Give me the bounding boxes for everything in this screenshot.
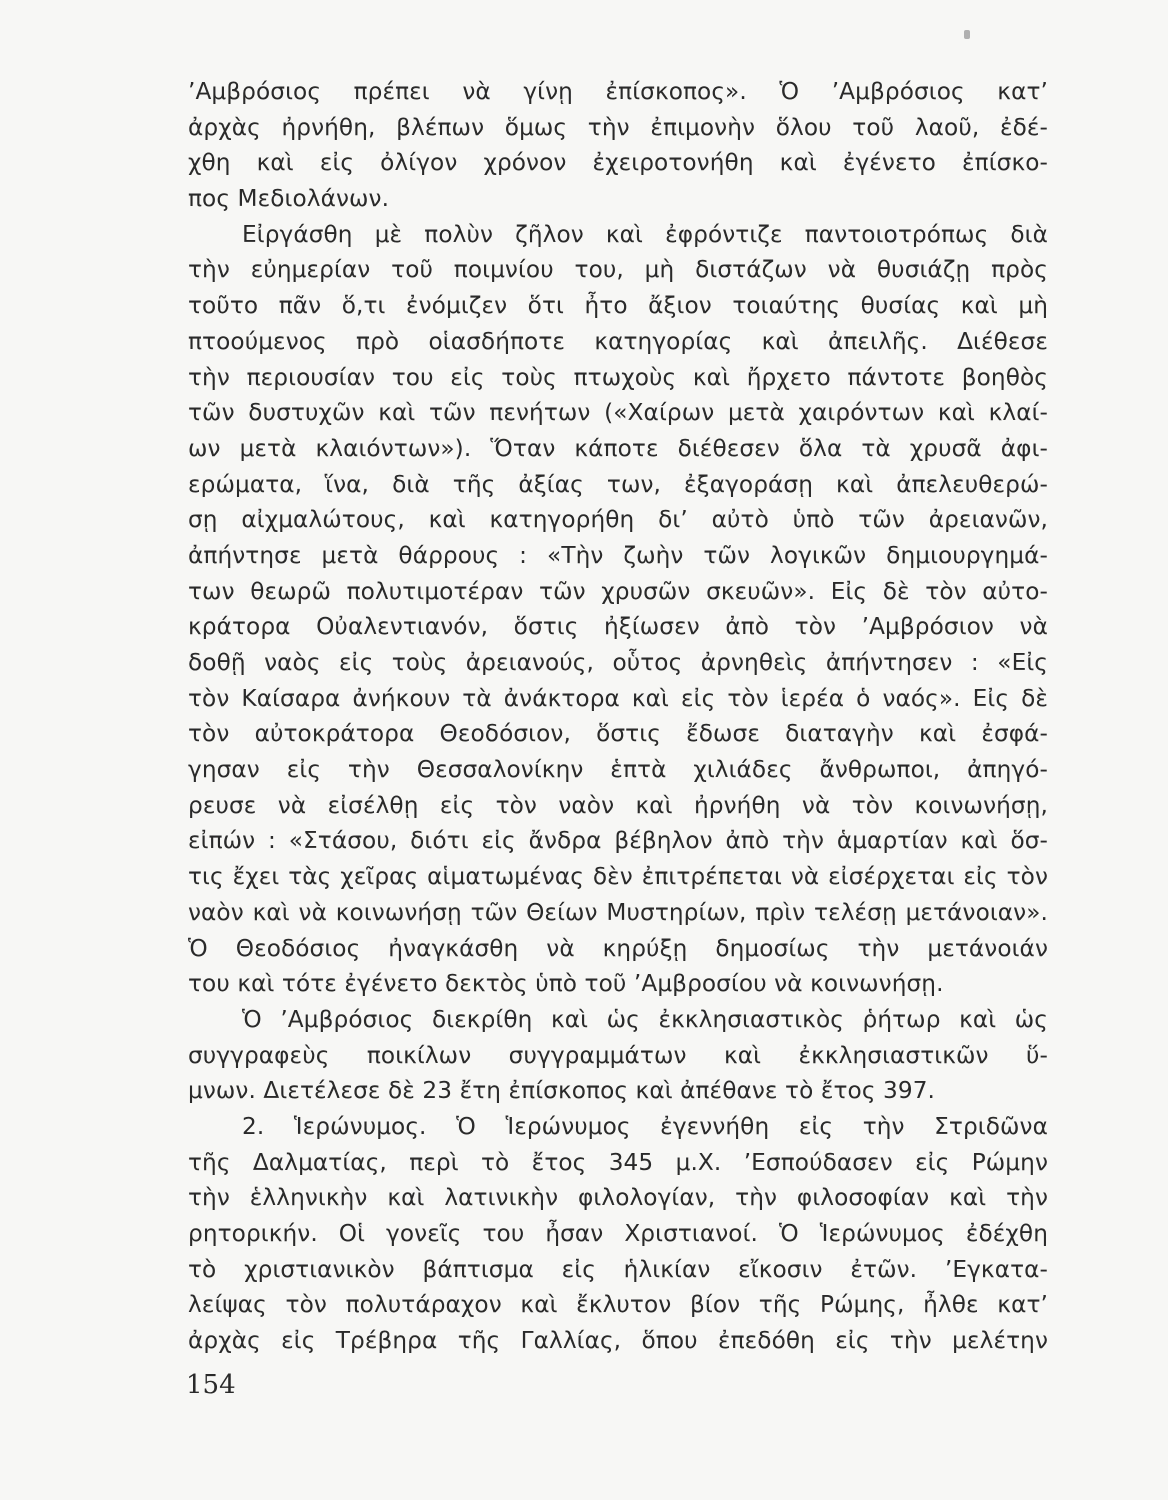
text-line: ων μετὰ κλαιόντων»). Ὅταν κάποτε διέθεσεν ὅλα τὰ χρυσᾶ ἀφι- (188, 434, 1048, 462)
text-line: γησαν εἰς τὴν Θεσσαλονίκην ἑπτὰ χιλιάδες ἄνθρωποι, ἀπηγό- (188, 756, 1048, 784)
text-line: πος Μεδιολάνων. (188, 185, 390, 213)
text-line: τὸν Καίσαρα ἀνήκουν τὰ ἀνάκτορα καὶ εἰς τὸν ἱερέα ὁ ναός». Εἰς δὲ (188, 684, 1048, 712)
page-number: 154 (186, 1370, 236, 1400)
text-line: ἀρχὰς ἠρνήθη, βλέπων ὅμως τὴν ἐπιμονὴν ὅλου τοῦ λαοῦ, ἐδέ- (188, 113, 1048, 141)
text-line: λείψας τὸν πολυτάραχον καὶ ἔκλυτον βίον τῆς Ρώμης, ἦλθε κατ’ (188, 1291, 1048, 1319)
text-line: κράτορα Οὐαλεντιανόν, ὅστις ἠξίωσεν ἀπὸ τὸν ’Αμβρόσιον νὰ (188, 613, 1048, 641)
text-line: ’Αμβρόσιος πρέπει νὰ γίνῃ ἐπίσκοπος». Ὁ ’Αμβρόσιος κατ’ (188, 78, 1048, 105)
text-line: των θεωρῶ πολυτιμοτέραν τῶν χρυσῶν σκευῶν». Εἰς δὲ τὸν αὐτο- (188, 577, 1048, 605)
text-line: τὴν εὐημερίαν τοῦ ποιμνίου του, μὴ διστάζων νὰ θυσιάζῃ πρὸς (188, 256, 1048, 284)
text-line: 2. Ἱερώνυμος. Ὁ Ἱερώνυμος ἐγεννήθη εἰς τὴν Στριδῶνα (242, 1112, 1048, 1140)
body-text (188, 74, 1048, 1359)
text-line: Εἰργάσθη μὲ πολὺν ζῆλον καὶ ἐφρόντιζε παντοιοτρόπως διὰ (242, 220, 1048, 248)
text-line: τοῦτο πᾶν ὅ,τι ἐνόμιζεν ὅτι ἦτο ἄξιον τοιαύτης θυσίας καὶ μὴ (188, 292, 1048, 320)
text-line: πτοούμενος πρὸ οἱασδήποτε κατηγορίας καὶ ἀπειλῆς. Διέθεσε (188, 327, 1048, 355)
scan-mark (964, 30, 970, 39)
text-line: ερώματα, ἵνα, διὰ τῆς ἀξίας των, ἐξαγοράσῃ καὶ ἀπελευθερώ- (188, 470, 1048, 498)
text-line: σῃ αἰχμαλώτους, καὶ κατηγορήθη δι’ αὐτὸ ὑπὸ τῶν ἀρειανῶν, (188, 506, 1048, 534)
text-line: τῶν δυστυχῶν καὶ τῶν πενήτων («Χαίρων μετὰ χαιρόντων καὶ κλαί- (188, 399, 1048, 427)
text-line: τὴν ἑλληνικὴν καὶ λατινικὴν φιλολογίαν, τὴν φιλοσοφίαν καὶ τὴν (188, 1184, 1048, 1212)
text-line: εἰπών : «Στάσου, διότι εἰς ἄνδρα βέβηλον ἀπὸ τὴν ἁμαρτίαν καὶ ὅσ- (188, 827, 1048, 855)
text-line: τὸ χριστιανικὸν βάπτισμα εἰς ἡλικίαν εἴκοσιν ἐτῶν. ’Εγκατα- (188, 1255, 1048, 1283)
text-line: τις ἔχει τὰς χεῖρας αἱματωμένας δὲν ἐπιτρέπεται νὰ εἰσέρχεται εἰς τὸν (188, 863, 1048, 891)
text-line: ρευσε νὰ εἰσέλθῃ εἰς τὸν ναὸν καὶ ἠρνήθη νὰ τὸν κοινωνήσῃ, (188, 791, 1048, 819)
text-line: μνων. Διετέλεσε δὲ 23 ἔτη ἐπίσκοπος καὶ ἀπέθανε τὸ ἔτος 397. (188, 1077, 936, 1105)
text-line: συγγραφεὺς ποικίλων συγγραμμάτων καὶ ἐκκλησιαστικῶν ὕ- (188, 1041, 1048, 1069)
text-line: ναὸν καὶ νὰ κοινωνήσῃ τῶν Θείων Μυστηρίων, πρὶν τελέσῃ μετάνοιαν». (188, 898, 1048, 926)
text-line: δοθῇ ναὸς εἰς τοὺς ἀρειανούς, οὗτος ἀρνηθεὶς ἀπήντησεν : «Εἰς (188, 649, 1048, 676)
text-line: Ὁ Θεοδόσιος ἠναγκάσθη νὰ κηρύξῃ δημοσίως τὴν μετάνοιάν (188, 934, 1048, 962)
text-line: ἀρχὰς εἰς Τρέβηρα τῆς Γαλλίας, ὅπου ἐπεδόθη εἰς τὴν μελέτην (188, 1327, 1048, 1355)
text-line: τὸν αὐτοκράτορα Θεοδόσιον, ὅστις ἔδωσε διαταγὴν καὶ ἐσφά- (188, 720, 1048, 748)
text-line: ρητορικήν. Οἱ γονεῖς του ἦσαν Χριστιανοί. Ὁ Ἱερώνυμος ἐδέχθη (188, 1220, 1048, 1247)
text-line: τῆς Δαλματίας, περὶ τὸ ἔτος 345 μ.Χ. ’Εσπούδασεν εἰς Ρώμην (188, 1148, 1048, 1176)
text-line: ἀπήντησε μετὰ θάρρους : «Τὴν ζωὴν τῶν λογικῶν δημιουργημά- (188, 541, 1048, 569)
text-line: του καὶ τότε ἐγένετο δεκτὸς ὑπὸ τοῦ ’Αμβροσίου νὰ κοινωνήσῃ. (188, 970, 944, 998)
text-line: τὴν περιουσίαν του εἰς τοὺς πτωχοὺς καὶ ἤρχετο πάντοτε βοηθὸς (188, 363, 1048, 391)
text-line: χθη καὶ εἰς ὀλίγον χρόνον ἐχειροτονήθη καὶ ἐγένετο ἐπίσκο- (188, 149, 1048, 177)
text-line: Ὁ ’Αμβρόσιος διεκρίθη καὶ ὡς ἐκκλησιαστικὸς ῥήτωρ καὶ ὡς (242, 1005, 1048, 1033)
